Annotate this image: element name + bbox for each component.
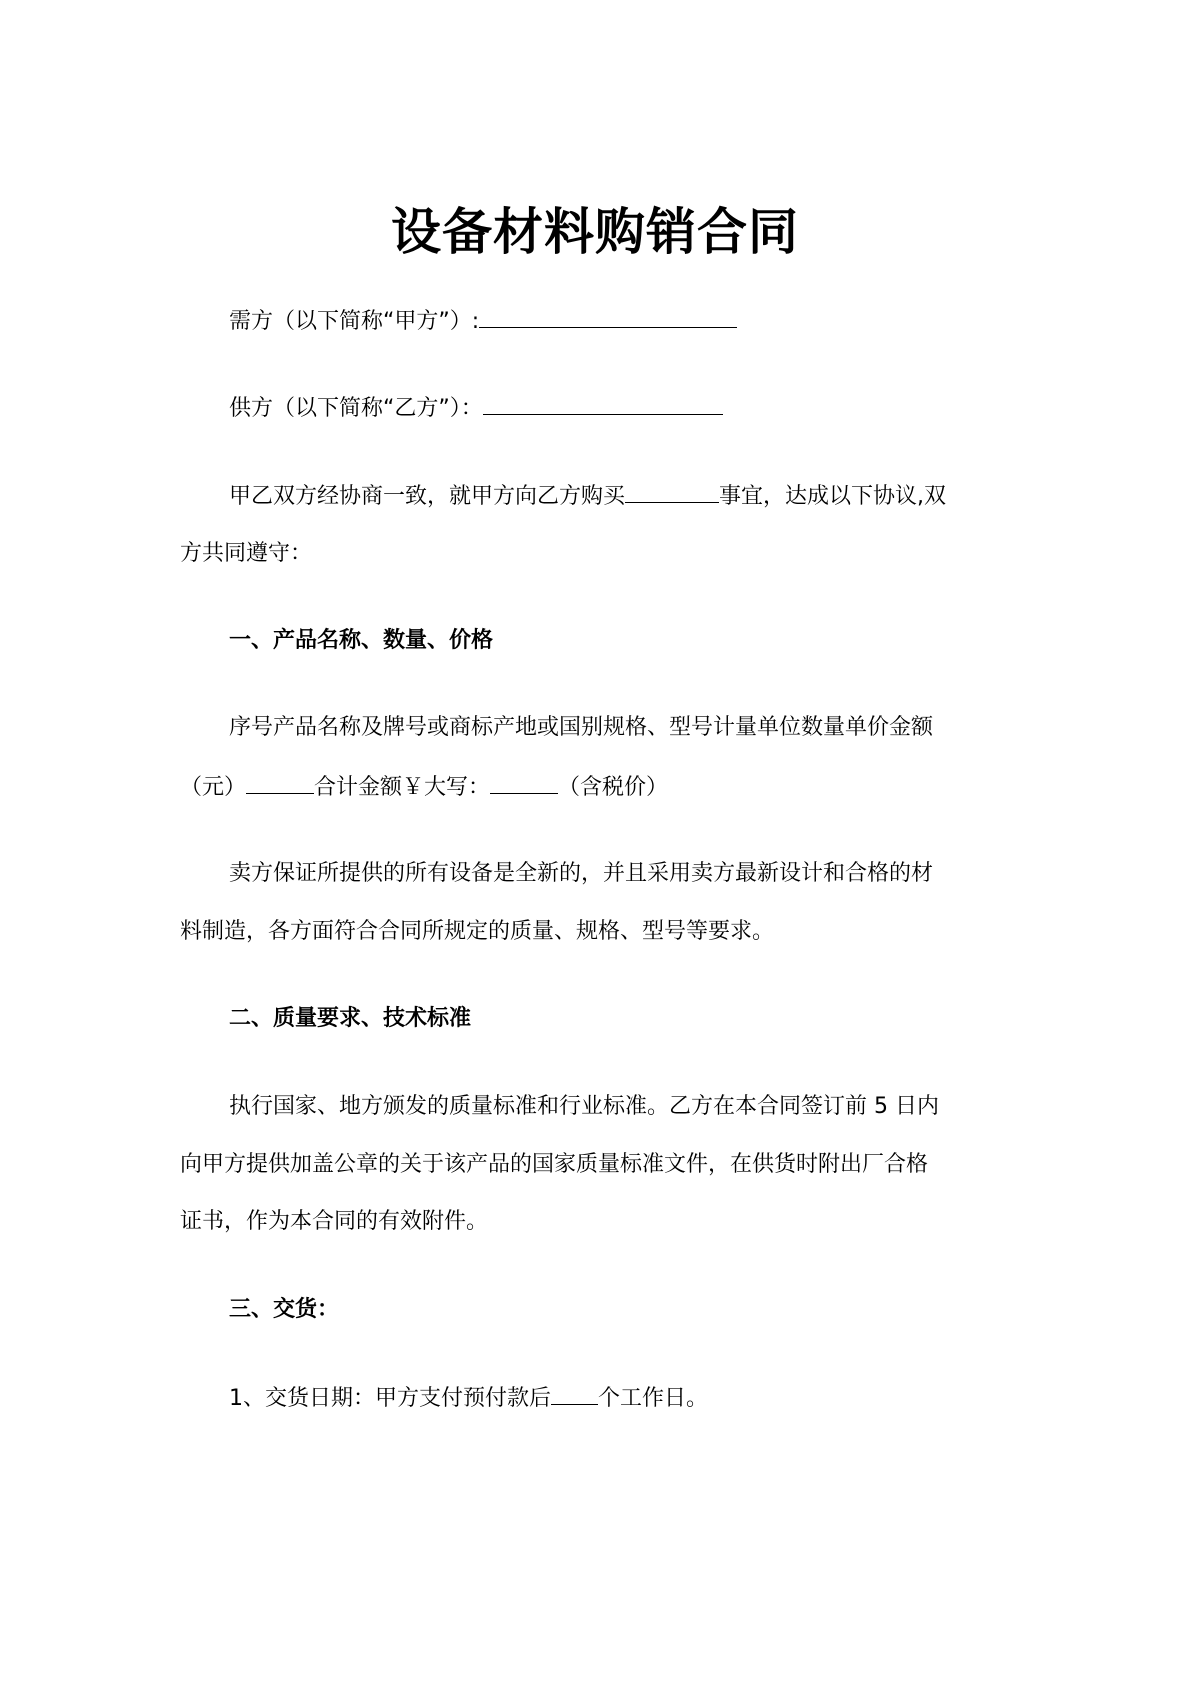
party-b-blank[interactable]: [483, 392, 723, 415]
delivery-text-1: 1、交货日期：甲方支付预付款后: [229, 1386, 551, 1411]
amount-blank[interactable]: [246, 771, 314, 794]
warranty-line-2: 料制造，各方面符合合同所规定的质量、规格、型号等要求。: [180, 919, 775, 944]
party-a-blank[interactable]: [479, 305, 737, 328]
delivery-text-2: 个工作日。: [598, 1386, 709, 1411]
party-a-line: [229, 305, 1020, 338]
quality-line-2: 向甲方提供加盖公章的关于该产品的国家质量标准文件，在供货时附出厂合格: [180, 1152, 929, 1177]
document-title: 设备材料购销合同: [391, 203, 799, 261]
party-b-line: [229, 392, 1020, 425]
total-uppercase-blank[interactable]: [490, 771, 558, 794]
intro-text-2: 事宜，达成以下协议,双: [719, 484, 947, 509]
table-header-line-2: [180, 771, 1020, 804]
tax-included-label: （含税价）: [558, 775, 669, 800]
purchase-item-blank[interactable]: [625, 480, 719, 503]
warranty-line-1: 卖方保证所提供的所有设备是全新的，并且采用卖方最新设计和合格的材: [229, 861, 934, 886]
table-header-line-1: 序号产品名称及牌号或商标产地或国别规格、型号计量单位数量单价金额: [229, 715, 934, 740]
delivery-days-blank[interactable]: [551, 1382, 598, 1405]
delivery-line: [229, 1382, 1020, 1415]
party-b-label: 供方（以下简称“乙方”）：: [229, 396, 483, 421]
quality-line-1: 执行国家、地方颁发的质量标准和行业标准。乙方在本合同签订前 5 日内: [229, 1094, 939, 1119]
intro-line-2: 方共同遵守：: [180, 541, 313, 566]
total-uppercase-label: 合计金额￥大写：: [314, 775, 491, 800]
intro-text-1: 甲乙双方经协商一致，就甲方向乙方购买: [229, 484, 626, 509]
intro-line-1: [229, 480, 1020, 513]
party-a-label: 需方（以下简称“甲方”）:: [229, 309, 480, 334]
section-1-heading: 一、产品名称、数量、价格: [229, 628, 494, 653]
section-2-heading: 二、质量要求、技术标准: [229, 1006, 472, 1031]
amount-unit-label: （元）: [180, 775, 247, 800]
section-3-heading: 三、交货：: [229, 1297, 340, 1322]
quality-line-3: 证书，作为本合同的有效附件。: [180, 1209, 489, 1234]
